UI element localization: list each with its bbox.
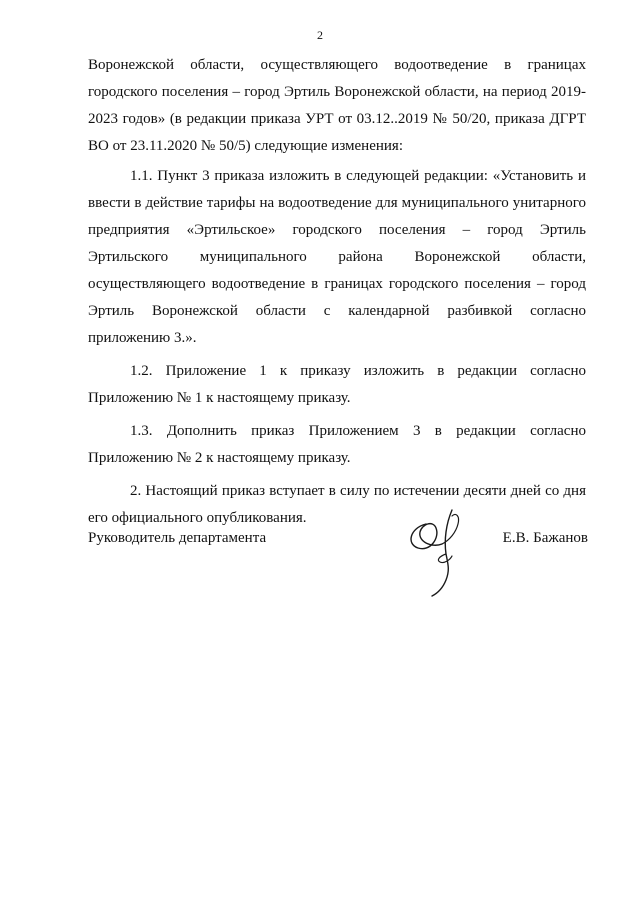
- signer-name: Е.В. Бажанов: [502, 530, 588, 546]
- paragraph-item-1-3: 1.3. Дополнить приказ Приложением 3 в редакции согласно Приложению № 2 к настоящему приказу.: [88, 423, 586, 466]
- paragraph-item-1-2: 1.2. Приложение 1 к приказу изложить в редакции согласно Приложению № 1 к настоящему приказу.: [88, 363, 586, 406]
- signature-block: [88, 504, 588, 604]
- page-number: 2: [317, 28, 323, 42]
- paragraph-preamble-continuation: Воронежской области, осуществляющего водоотведение в границах городского поселения – город Эртиль Воронежской области, на период 2019-2023 годов» (в редакции приказа УРТ от 03.12..2019 № 50/20, приказа ДГРТ ВО от 23.11.2020 № 50/5) следующие изменения:: [88, 57, 586, 154]
- paragraph-item-2: 2. Настоящий приказ вступает в силу по истечении десяти дней со дня его официального опубликования.: [88, 483, 586, 526]
- document-body: [88, 52, 586, 538]
- handwritten-signature: [396, 504, 486, 604]
- paragraph-item-1-1: 1.1. Пункт 3 приказа изложить в следующей редакции: «Установить и ввести в действие тарифы на водоотведение для муниципального унитарного предприятия «Эртильское» городского поселения – город Эртиль Эртильского муниципального района Воронежской области, осуществляющего водоотведение в границах городского поселения – город Эртиль Воронежской области с календарной разбивкой согласно приложению 3.».: [88, 168, 586, 346]
- signer-position: Руководитель департамента: [88, 530, 267, 546]
